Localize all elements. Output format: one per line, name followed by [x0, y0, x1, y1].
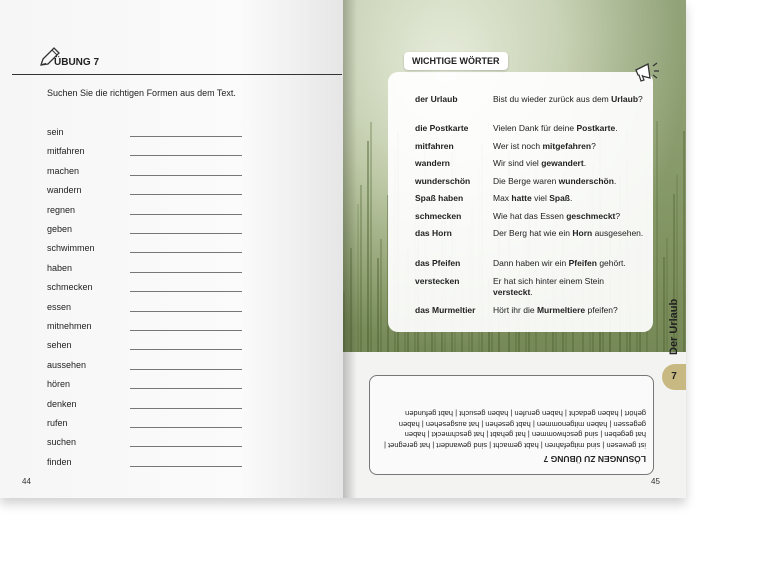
exercise-word: essen — [47, 301, 72, 312]
answer-line[interactable] — [130, 311, 242, 312]
answer-line[interactable] — [130, 466, 242, 467]
exercise-word: regnen — [47, 204, 76, 215]
answer-line[interactable] — [130, 291, 242, 292]
exercise-row — [47, 243, 247, 257]
exercise-row — [47, 399, 247, 413]
solutions-upside-down — [378, 382, 646, 468]
exercise-row — [47, 146, 247, 160]
vocab-example: Wie hat das Essen geschmeckt? — [493, 211, 621, 221]
vocab-term: mitfahren — [415, 141, 454, 151]
exercise-row — [47, 205, 247, 219]
grass-blade — [377, 258, 379, 352]
exercise-word: wandern — [47, 185, 82, 196]
answer-line[interactable] — [130, 252, 242, 253]
grass-blade — [663, 257, 665, 352]
vocab-example: Max hatte viel Spaß. — [493, 193, 573, 203]
vocab-term: die Postkarte — [415, 123, 469, 133]
vocab-example: Bist du wieder zurück aus dem Urlaub? — [493, 94, 643, 104]
exercise-row — [47, 263, 247, 277]
vocab-title: WICHTIGE WÖRTER — [404, 52, 508, 70]
exercise-row — [47, 127, 247, 141]
vocab-term: schmecken — [415, 211, 462, 221]
megaphone-icon — [632, 58, 662, 86]
exercise-row — [47, 282, 247, 296]
exercise-word: mitfahren — [47, 146, 85, 157]
exercise-word: schmecken — [47, 282, 93, 293]
answer-line[interactable] — [130, 233, 242, 234]
answer-line[interactable] — [130, 136, 242, 137]
exercise-word: rufen — [47, 418, 68, 428]
grass-blade — [367, 141, 369, 352]
answer-line[interactable] — [130, 388, 242, 389]
exercise-word: machen — [47, 165, 80, 176]
exercise-word: sein — [47, 127, 64, 137]
answer-line[interactable] — [130, 272, 242, 273]
vocab-term: wunderschön — [415, 176, 471, 186]
answer-line[interactable] — [130, 446, 242, 447]
spine-shadow — [343, 0, 357, 498]
exercise-row — [47, 302, 247, 316]
answer-line[interactable] — [130, 175, 242, 176]
exercise-word: aussehen — [47, 359, 87, 370]
vocab-example: Hört ihr die Murmeltiere pfeifen? — [493, 305, 618, 315]
vocab-term: der Urlaub — [415, 94, 458, 104]
vocab-example: Dann haben wir ein Pfeifen gehört. — [493, 258, 626, 268]
exercise-row — [47, 224, 247, 238]
vocab-example: Er hat sich hinter einem Stein versteckt. — [493, 276, 605, 297]
exercise-word: finden — [47, 456, 72, 467]
exercise-row — [47, 379, 247, 393]
vocab-example: Die Berge waren wunderschön. — [493, 176, 617, 186]
answer-line[interactable] — [130, 349, 242, 350]
exercise-word: hören — [47, 379, 71, 390]
grass-blade — [357, 204, 359, 352]
page-number-right: 45 — [651, 477, 660, 486]
exercise-word: mitnehmen — [47, 321, 92, 331]
vocab-example: Vielen Dank für deine Postkarte. — [493, 123, 618, 133]
vocab-term: Spaß haben — [415, 193, 464, 203]
exercise-word: sehen — [47, 340, 72, 351]
page-number-left: 44 — [22, 477, 31, 486]
grass-blade — [683, 131, 685, 352]
answer-line[interactable] — [130, 155, 242, 156]
vocab-term: das Murmeltier — [415, 305, 476, 315]
vocab-term: das Pfeifen — [415, 258, 461, 268]
grass-blade — [380, 239, 382, 352]
exercise-row — [47, 185, 247, 199]
answer-line[interactable] — [130, 369, 242, 370]
chapter-number-tab: 7 — [662, 364, 686, 390]
exercise-row — [47, 437, 247, 451]
answer-line[interactable] — [130, 427, 242, 428]
vocab-example: Der Berg hat wie ein Horn ausgesehen. — [493, 228, 644, 238]
solutions-box — [369, 375, 654, 475]
vocab-example: Wir sind viel gewandert. — [493, 158, 587, 168]
exercise-row — [47, 418, 247, 432]
chapter-side-label: Der Urlaub — [668, 298, 680, 355]
exercise-instruction: Suchen Sie die richtigen Formen aus dem Text. — [47, 88, 236, 98]
answer-line[interactable] — [130, 194, 242, 195]
exercise-word: denken — [47, 398, 77, 409]
exercise-row — [47, 360, 247, 374]
grass-blade — [370, 122, 372, 352]
exercise-title: ÜBUNG 7 — [54, 57, 100, 68]
answer-line[interactable] — [130, 408, 242, 409]
vocab-term: das Horn — [415, 228, 452, 238]
vocab-term: verstecken — [415, 276, 460, 286]
vocab-example: Wer ist noch mitgefahren? — [493, 141, 596, 151]
exercise-row — [47, 457, 247, 471]
solutions-title: LÖSUNGEN ZU ÜBUNG 7 — [543, 454, 646, 464]
answer-line[interactable] — [130, 330, 242, 331]
exercise-word: suchen — [47, 437, 77, 448]
exercise-word: schwimmen — [47, 243, 95, 254]
exercise-row — [47, 166, 247, 180]
vocab-term: wandern — [415, 158, 450, 168]
exercise-row — [47, 340, 247, 354]
exercise-word: geben — [47, 224, 73, 234]
exercise-row — [47, 321, 247, 335]
solutions-text: ist gewesen | sind mitgefahren | habt gemacht | sind gewandert | hat geregnet | hat gegeben | sind geschwommen | hat gehabt | hat geschmeckt | haben gegessen | haben mitgenommen | habt gesehen | hat ausgesehen | haben gehört | haben gedacht | haben gerufen | haben gesucht | habt gefunden — [384, 409, 646, 450]
answer-line[interactable] — [130, 214, 242, 215]
grass-blade — [360, 185, 362, 352]
exercise-word: haben — [47, 262, 73, 273]
grass-blade — [656, 121, 658, 352]
